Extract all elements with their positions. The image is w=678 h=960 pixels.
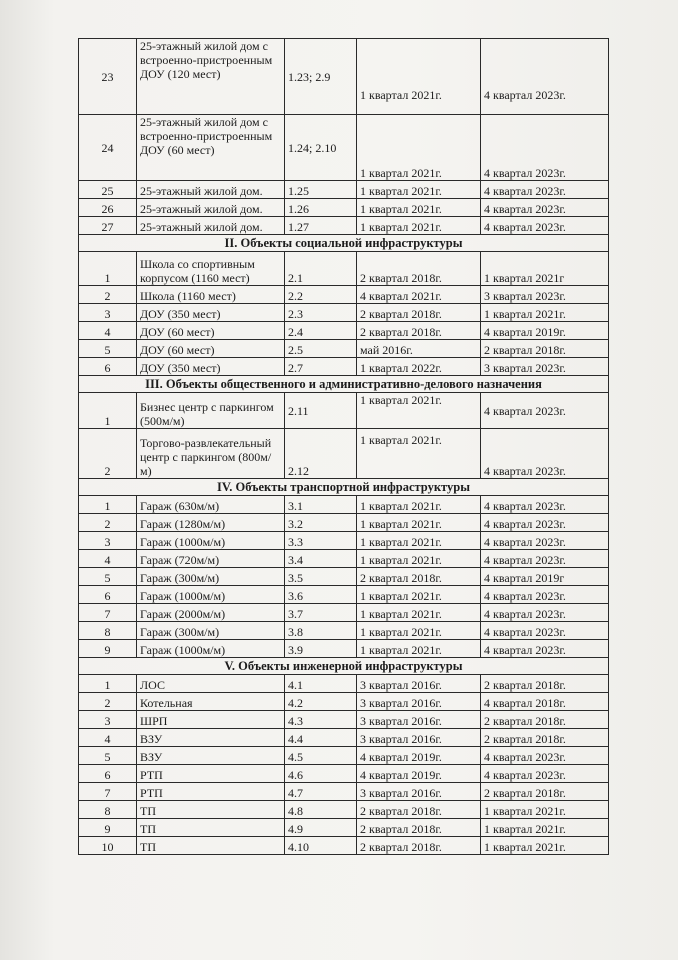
- start-date: 4 квартал 2019г.: [357, 747, 481, 765]
- object-code: 3.4: [285, 550, 357, 568]
- object-name: ЛОС: [137, 675, 285, 693]
- start-date: 2 квартал 2018г.: [357, 304, 481, 322]
- end-date: 4 квартал 2023г.: [481, 115, 609, 181]
- start-date: 2 квартал 2018г.: [357, 568, 481, 586]
- object-name: Гараж (300м/м): [137, 568, 285, 586]
- table-row: [79, 783, 609, 801]
- end-date: 4 квартал 2023г.: [481, 550, 609, 568]
- object-name: Гараж (1280м/м): [137, 514, 285, 532]
- end-date: 3 квартал 2023г.: [481, 358, 609, 376]
- start-date: 1 квартал 2021г.: [357, 429, 481, 479]
- start-date: 4 квартал 2019г.: [357, 765, 481, 783]
- end-date: 4 квартал 2023г.: [481, 640, 609, 658]
- object-code: 3.5: [285, 568, 357, 586]
- row-number: 4: [79, 550, 137, 568]
- object-name: ДОУ (350 мест): [137, 358, 285, 376]
- object-name: Гараж (2000м/м): [137, 604, 285, 622]
- table-row: [79, 217, 609, 235]
- object-name: ТП: [137, 837, 285, 855]
- start-date: 1 квартал 2022г.: [357, 358, 481, 376]
- object-code: 4.9: [285, 819, 357, 837]
- row-number: 4: [79, 322, 137, 340]
- object-name: 25-этажный жилой дом с встроенно-пристроенным ДОУ (120 мест): [137, 39, 285, 115]
- row-number: 7: [79, 783, 137, 801]
- start-date: 3 квартал 2016г.: [357, 693, 481, 711]
- row-number: 5: [79, 568, 137, 586]
- start-date: май 2016г.: [357, 340, 481, 358]
- table-row: [79, 358, 609, 376]
- table-row: [79, 604, 609, 622]
- start-date: 1 квартал 2021г.: [357, 532, 481, 550]
- end-date: 1 квартал 2021г.: [481, 304, 609, 322]
- start-date: 3 квартал 2016г.: [357, 783, 481, 801]
- table-row: [79, 496, 609, 514]
- object-code: 2.2: [285, 286, 357, 304]
- end-date: 4 квартал 2023г.: [481, 39, 609, 115]
- row-number: 3: [79, 711, 137, 729]
- end-date: 4 квартал 2023г.: [481, 765, 609, 783]
- row-number: 5: [79, 747, 137, 765]
- start-date: 3 квартал 2016г.: [357, 711, 481, 729]
- table-row: [79, 115, 609, 181]
- section-heading: V. Объекты инженерной инфраструктуры: [79, 658, 609, 675]
- section-heading-row: [79, 658, 609, 675]
- object-code: 4.10: [285, 837, 357, 855]
- end-date: 4 квартал 2018г.: [481, 693, 609, 711]
- end-date: 1 квартал 2021г.: [481, 837, 609, 855]
- end-date: 4 квартал 2019г.: [481, 322, 609, 340]
- row-number: 2: [79, 286, 137, 304]
- row-number: 2: [79, 429, 137, 479]
- end-date: 1 квартал 2021г.: [481, 801, 609, 819]
- object-code: 2.11: [285, 393, 357, 429]
- object-name: Гараж (1000м/м): [137, 532, 285, 550]
- end-date: 4 квартал 2023г.: [481, 181, 609, 199]
- table-row: [79, 711, 609, 729]
- table-row: [79, 550, 609, 568]
- end-date: 2 квартал 2018г.: [481, 729, 609, 747]
- object-name: Гараж (300м/м): [137, 622, 285, 640]
- object-name: 25-этажный жилой дом с встроенно-пристроенным ДОУ (60 мест): [137, 115, 285, 181]
- end-date: 2 квартал 2018г.: [481, 711, 609, 729]
- object-code: 3.7: [285, 604, 357, 622]
- table-row: [79, 693, 609, 711]
- row-number: 6: [79, 586, 137, 604]
- end-date: 4 квартал 2023г.: [481, 586, 609, 604]
- end-date: 2 квартал 2018г.: [481, 675, 609, 693]
- object-code: 3.3: [285, 532, 357, 550]
- table-row: [79, 532, 609, 550]
- end-date: 4 квартал 2023г.: [481, 393, 609, 429]
- object-code: 1.26: [285, 199, 357, 217]
- end-date: 3 квартал 2023г.: [481, 286, 609, 304]
- end-date: 1 квартал 2021г: [481, 252, 609, 286]
- object-code: 2.1: [285, 252, 357, 286]
- start-date: 2 квартал 2018г.: [357, 801, 481, 819]
- row-number: 7: [79, 604, 137, 622]
- object-code: 4.6: [285, 765, 357, 783]
- object-name: ДОУ (350 мест): [137, 304, 285, 322]
- table-row: [79, 801, 609, 819]
- end-date: 2 квартал 2018г.: [481, 783, 609, 801]
- start-date: 1 квартал 2021г.: [357, 640, 481, 658]
- object-name: ТП: [137, 801, 285, 819]
- row-number: 24: [79, 115, 137, 181]
- table-row: [79, 514, 609, 532]
- row-number: 10: [79, 837, 137, 855]
- start-date: 3 квартал 2016г.: [357, 675, 481, 693]
- object-name: ВЗУ: [137, 747, 285, 765]
- end-date: 4 квартал 2023г.: [481, 747, 609, 765]
- object-name: Школа (1160 мест): [137, 286, 285, 304]
- section-heading-row: [79, 235, 609, 252]
- table-row: [79, 586, 609, 604]
- schedule-table: [78, 38, 609, 855]
- object-name: Гараж (720м/м): [137, 550, 285, 568]
- object-code: 4.2: [285, 693, 357, 711]
- table-row: [79, 640, 609, 658]
- section-heading: IV. Объекты транспортной инфраструктуры: [79, 479, 609, 496]
- start-date: 4 квартал 2021г.: [357, 286, 481, 304]
- object-name: ДОУ (60 мест): [137, 322, 285, 340]
- object-code: 4.3: [285, 711, 357, 729]
- table-row: [79, 729, 609, 747]
- table-row: [79, 675, 609, 693]
- row-number: 23: [79, 39, 137, 115]
- start-date: 1 квартал 2021г.: [357, 217, 481, 235]
- object-code: 1.23; 2.9: [285, 39, 357, 115]
- object-code: 4.8: [285, 801, 357, 819]
- end-date: 4 квартал 2023г.: [481, 217, 609, 235]
- object-name: Гараж (1000м/м): [137, 640, 285, 658]
- table-row: [79, 837, 609, 855]
- row-number: 4: [79, 729, 137, 747]
- row-number: 1: [79, 393, 137, 429]
- row-number: 3: [79, 304, 137, 322]
- object-code: 4.5: [285, 747, 357, 765]
- end-date: 4 квартал 2023г.: [481, 532, 609, 550]
- table-row: [79, 181, 609, 199]
- start-date: 2 квартал 2018г.: [357, 322, 481, 340]
- row-number: 6: [79, 765, 137, 783]
- object-code: 4.4: [285, 729, 357, 747]
- start-date: 2 квартал 2018г.: [357, 837, 481, 855]
- object-name: Школа со спортивным корпусом (1160 мест): [137, 252, 285, 286]
- object-code: 1.24; 2.10: [285, 115, 357, 181]
- object-code: 3.8: [285, 622, 357, 640]
- end-date: 4 квартал 2023г.: [481, 496, 609, 514]
- section-heading: II. Объекты социальной инфраструктуры: [79, 235, 609, 252]
- start-date: 1 квартал 2021г.: [357, 586, 481, 604]
- table-row: [79, 286, 609, 304]
- table-row: [79, 622, 609, 640]
- start-date: 1 квартал 2021г.: [357, 622, 481, 640]
- end-date: 4 квартал 2023г.: [481, 622, 609, 640]
- object-name: Котельная: [137, 693, 285, 711]
- table-row: [79, 340, 609, 358]
- end-date: 4 квартал 2023г.: [481, 514, 609, 532]
- row-number: 1: [79, 675, 137, 693]
- object-name: Гараж (630м/м): [137, 496, 285, 514]
- object-code: 4.7: [285, 783, 357, 801]
- object-name: 25-этажный жилой дом.: [137, 217, 285, 235]
- object-code: 2.12: [285, 429, 357, 479]
- object-code: 2.4: [285, 322, 357, 340]
- object-name: Гараж (1000м/м): [137, 586, 285, 604]
- object-code: 4.1: [285, 675, 357, 693]
- row-number: 1: [79, 252, 137, 286]
- schedule-table-body: [79, 39, 609, 855]
- object-name: Торгово-развлекательный центр с паркингом (800м/м): [137, 429, 285, 479]
- section-heading-row: [79, 479, 609, 496]
- start-date: 1 квартал 2021г.: [357, 604, 481, 622]
- object-name: ВЗУ: [137, 729, 285, 747]
- start-date: 1 квартал 2021г.: [357, 393, 481, 429]
- row-number: 27: [79, 217, 137, 235]
- object-name: 25-этажный жилой дом.: [137, 199, 285, 217]
- object-name: ДОУ (60 мест): [137, 340, 285, 358]
- start-date: 1 квартал 2021г.: [357, 115, 481, 181]
- start-date: 1 квартал 2021г.: [357, 199, 481, 217]
- start-date: 3 квартал 2016г.: [357, 729, 481, 747]
- object-code: 3.2: [285, 514, 357, 532]
- end-date: 1 квартал 2021г.: [481, 819, 609, 837]
- start-date: 2 квартал 2018г.: [357, 252, 481, 286]
- object-code: 3.9: [285, 640, 357, 658]
- object-code: 3.6: [285, 586, 357, 604]
- start-date: 2 квартал 2018г.: [357, 819, 481, 837]
- row-number: 9: [79, 640, 137, 658]
- object-code: 1.27: [285, 217, 357, 235]
- row-number: 8: [79, 622, 137, 640]
- row-number: 2: [79, 693, 137, 711]
- end-date: 4 квартал 2023г.: [481, 199, 609, 217]
- object-name: 25-этажный жилой дом.: [137, 181, 285, 199]
- object-name: ШРП: [137, 711, 285, 729]
- table-row: [79, 819, 609, 837]
- start-date: 1 квартал 2021г.: [357, 496, 481, 514]
- object-code: 2.3: [285, 304, 357, 322]
- end-date: 4 квартал 2019г: [481, 568, 609, 586]
- row-number: 5: [79, 340, 137, 358]
- row-number: 2: [79, 514, 137, 532]
- row-number: 8: [79, 801, 137, 819]
- table-row: [79, 322, 609, 340]
- end-date: 4 квартал 2023г.: [481, 429, 609, 479]
- start-date: 1 квартал 2021г.: [357, 550, 481, 568]
- object-code: 2.5: [285, 340, 357, 358]
- section-heading-row: [79, 376, 609, 393]
- table-row: [79, 429, 609, 479]
- row-number: 6: [79, 358, 137, 376]
- row-number: 3: [79, 532, 137, 550]
- table-row: [79, 304, 609, 322]
- table-row: [79, 199, 609, 217]
- row-number: 1: [79, 496, 137, 514]
- end-date: 2 квартал 2018г.: [481, 340, 609, 358]
- object-code: 1.25: [285, 181, 357, 199]
- object-name: РТП: [137, 783, 285, 801]
- object-name: ТП: [137, 819, 285, 837]
- table-row: [79, 568, 609, 586]
- object-name: РТП: [137, 765, 285, 783]
- table-row: [79, 252, 609, 286]
- row-number: 25: [79, 181, 137, 199]
- table-row: [79, 39, 609, 115]
- start-date: 1 квартал 2021г.: [357, 514, 481, 532]
- object-code: 3.1: [285, 496, 357, 514]
- section-heading: III. Объекты общественного и административно-делового назначения: [79, 376, 609, 393]
- start-date: 1 квартал 2021г.: [357, 39, 481, 115]
- table-row: [79, 747, 609, 765]
- table-row: [79, 765, 609, 783]
- row-number: 9: [79, 819, 137, 837]
- object-name: Бизнес центр с паркингом (500м/м): [137, 393, 285, 429]
- end-date: 4 квартал 2023г.: [481, 604, 609, 622]
- object-code: 2.7: [285, 358, 357, 376]
- start-date: 1 квартал 2021г.: [357, 181, 481, 199]
- table-row: [79, 393, 609, 429]
- row-number: 26: [79, 199, 137, 217]
